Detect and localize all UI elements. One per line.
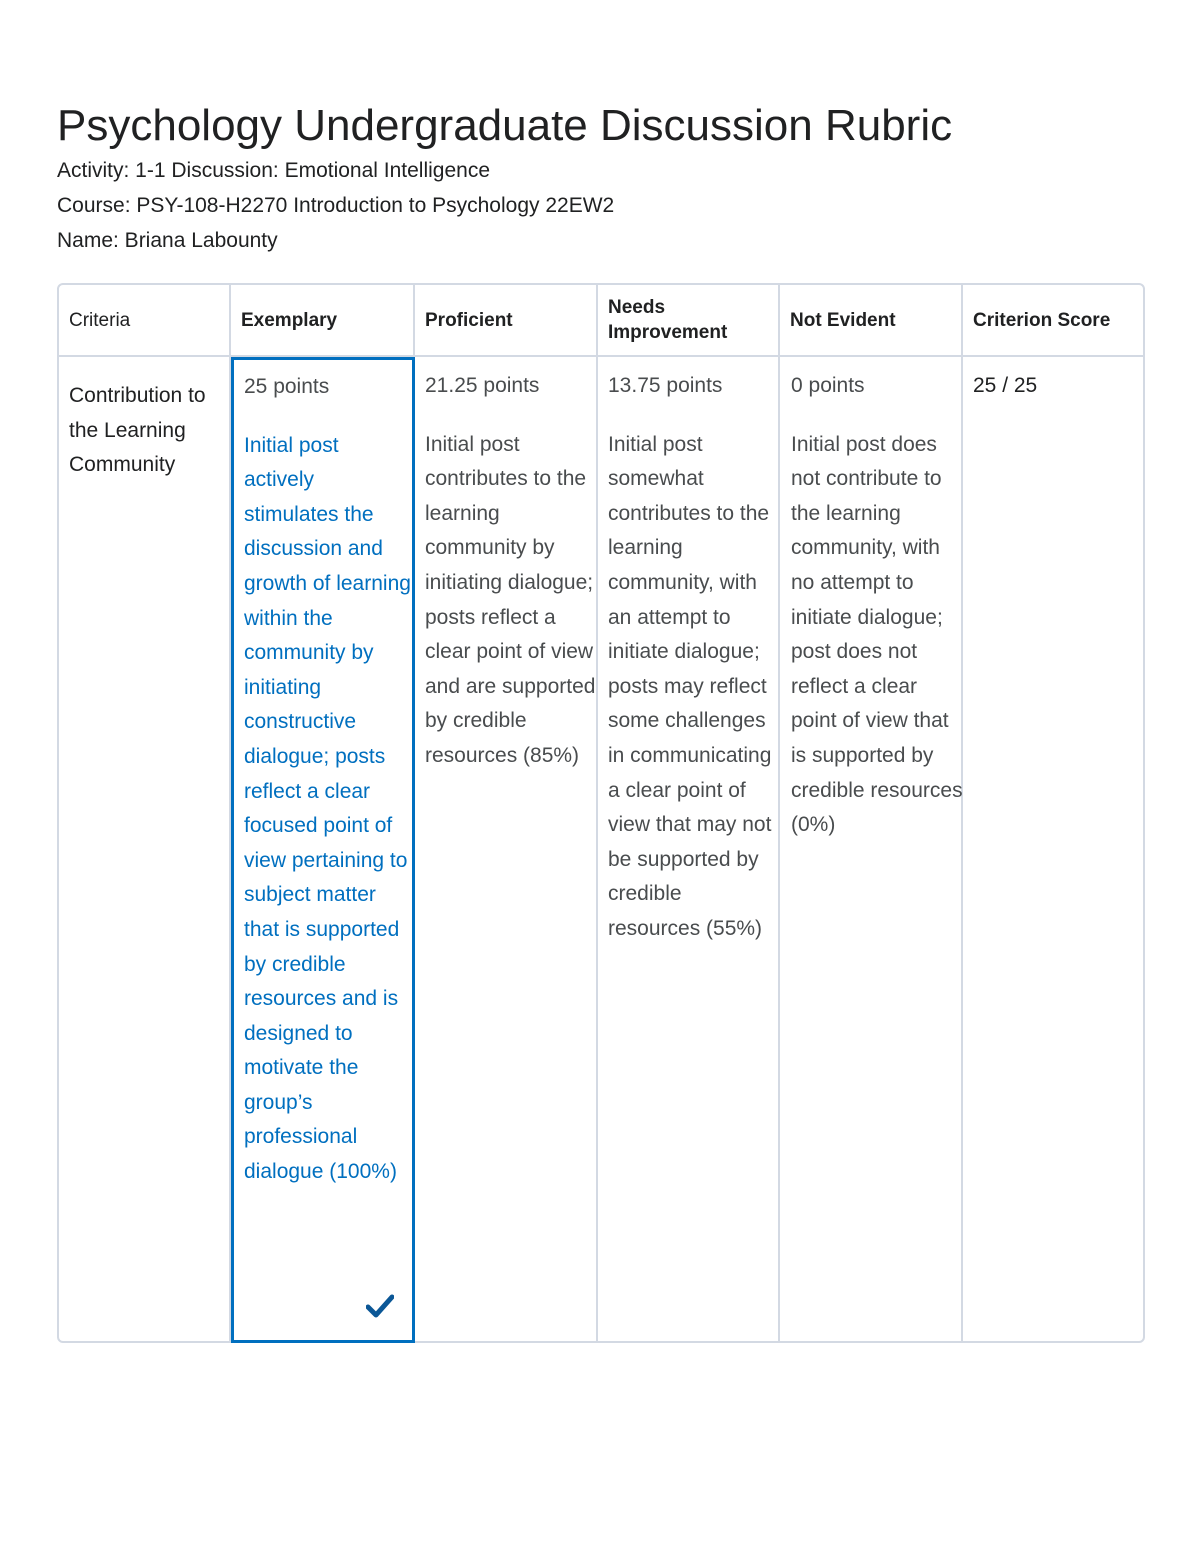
needs-improvement-points: 13.75 points bbox=[608, 374, 723, 397]
course-line: Course: PSY-108-H2270 Introduction to Psychology 22EW2 bbox=[57, 194, 615, 217]
level-proficient[interactable] bbox=[415, 359, 596, 774]
criterion-name: Contribution to the Learning Community bbox=[69, 384, 206, 477]
rubric-header-row bbox=[59, 285, 1143, 357]
header-not-evident: Not Evident bbox=[790, 309, 896, 331]
rubric-table bbox=[57, 283, 1145, 1343]
header-needs-improvement: Needs Improvement bbox=[608, 297, 728, 343]
level-exemplary-selected[interactable] bbox=[231, 357, 415, 1343]
not-evident-description: Initial post does not contribute to the learning community, with no attempt to initiate dialogue; post does not reflect a clear point of view that is supported by credible resources (0%) bbox=[791, 432, 963, 837]
exemplary-points: 25 points bbox=[244, 375, 330, 398]
header-criterion-score: Criterion Score bbox=[973, 309, 1111, 331]
checkmark-icon bbox=[366, 1294, 394, 1318]
header-criteria: Criteria bbox=[69, 309, 131, 331]
criterion-score-value: 25 / 25 bbox=[973, 374, 1038, 397]
proficient-points: 21.25 points bbox=[425, 374, 540, 397]
header-exemplary: Exemplary bbox=[241, 309, 338, 331]
proficient-description: Initial post contributes to the learning community by initiating dialogue; posts reflect a clear point of view and are supported by credible resources (85%) bbox=[425, 432, 596, 767]
level-not-evident[interactable] bbox=[781, 359, 963, 843]
student-name-line: Name: Briana Labounty bbox=[57, 229, 278, 252]
level-needs-improvement[interactable] bbox=[598, 359, 779, 947]
exemplary-description: Initial post actively stimulates the discussion and growth of learning within the community by initiating constructive dialogue; posts reflect a clear focused point of view pertaining to subject matter that is supported by credible resources and is designed to motivate the group’s professional dialogue (100%) bbox=[244, 433, 411, 1184]
not-evident-points: 0 points bbox=[791, 374, 865, 397]
activity-line: Activity: 1-1 Discussion: Emotional Intelligence bbox=[57, 159, 491, 182]
header-proficient: Proficient bbox=[425, 309, 513, 331]
page-title: Psychology Undergraduate Discussion Rubric bbox=[57, 101, 953, 150]
needs-improvement-description: Initial post somewhat contributes to the learning community, with an attempt to initiate dialogue; posts may reflect some challenges in communicating a clear point of view that may not be supported by credible resources (55%) bbox=[608, 432, 772, 940]
